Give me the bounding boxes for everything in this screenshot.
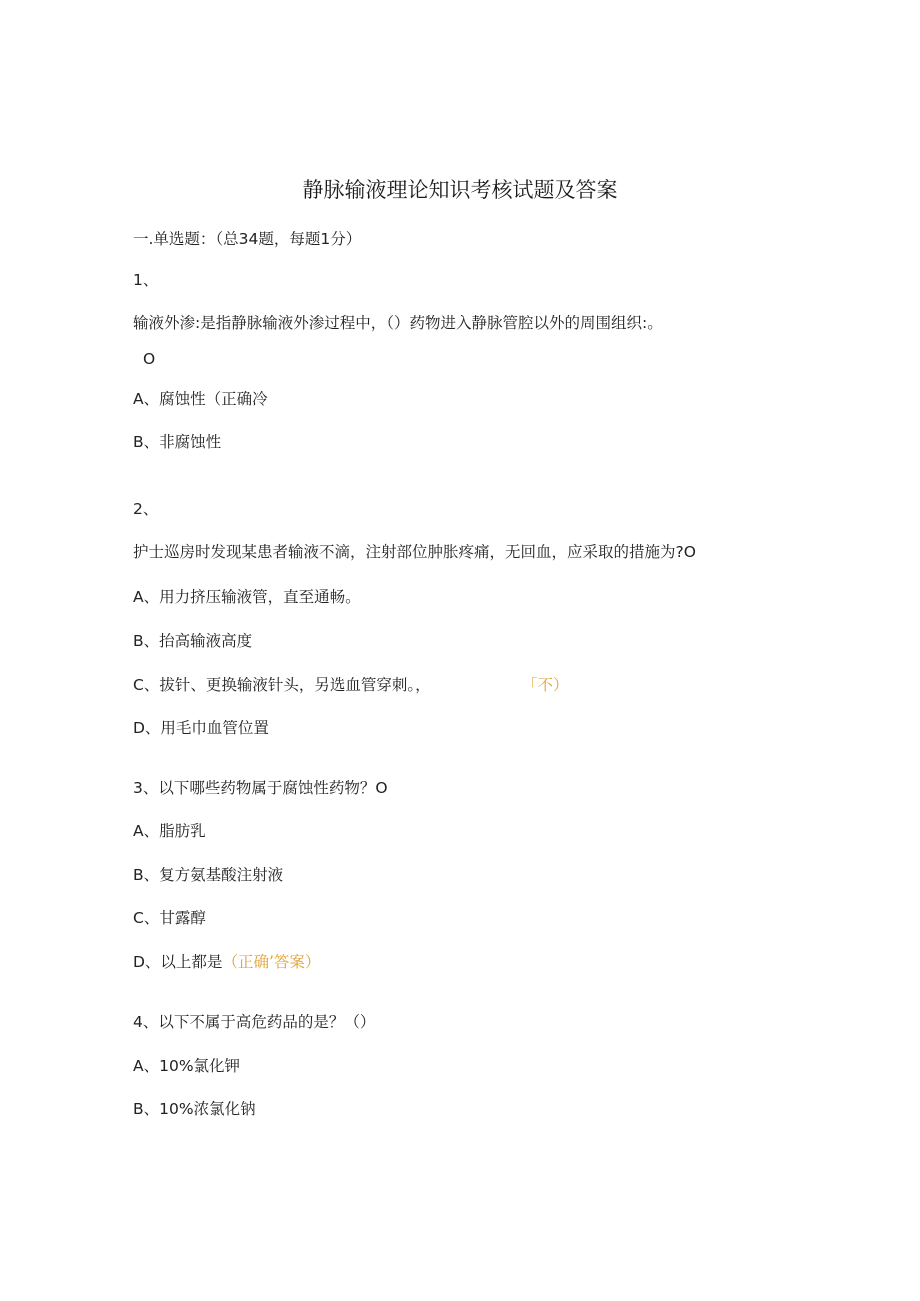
question-1-option-b: B、非腐蚀性: [133, 433, 222, 451]
document-title: 静脉输液理论知识考核试题及答案: [302, 178, 618, 202]
question-2-stem: 护士巡房时发现某患者输液不滴，注射部位肿胀疼痛，无回血，应采取的措施为?O: [133, 543, 696, 561]
question-1-stem-tail: O: [143, 350, 156, 368]
question-3-option-d-text: D、以上都是: [133, 953, 223, 971]
question-2-option-c: C、拔针、更换输液针头，另选血管穿刺。，: [133, 676, 431, 694]
question-4-stem: 4、以下不属于高危药品的是？（）: [133, 1013, 376, 1031]
question-2-option-b: B、抬高输液高度: [133, 632, 253, 650]
question-3-option-d: [133, 952, 320, 972]
question-3-option-a: A、脂肪乳: [133, 822, 206, 840]
question-4-option-a: A、10%氯化钾: [133, 1057, 241, 1075]
question-2-number: 2、: [133, 500, 159, 518]
section-heading: 一.单选题：（总34题，每题1分）: [133, 230, 362, 248]
question-3-answer-mark: （正确’答案）: [222, 953, 321, 971]
question-4-option-b: B、10%浓氯化钠: [133, 1100, 256, 1118]
question-2-option-a: A、用力挤压输液管，直至通畅。: [133, 588, 361, 606]
question-3-stem: 3、以下哪些药物属于腐蚀性药物？O: [133, 779, 388, 797]
question-1-option-a: A、腐蚀性（正确冷: [133, 390, 268, 408]
question-1-number: 1、: [133, 271, 159, 289]
question-3-option-c: C、甘露醇: [133, 909, 206, 927]
question-3-option-b: B、复方氨基酸注射液: [133, 866, 284, 884]
question-2-option-d: D、用毛巾血管位置: [133, 719, 269, 737]
question-1-stem: 输液外渗:是指静脉输液外渗过程中，（）药物进入静脉管腔以外的周围组织:。: [133, 314, 663, 332]
question-2-answer-mark: 「不）: [522, 676, 569, 694]
